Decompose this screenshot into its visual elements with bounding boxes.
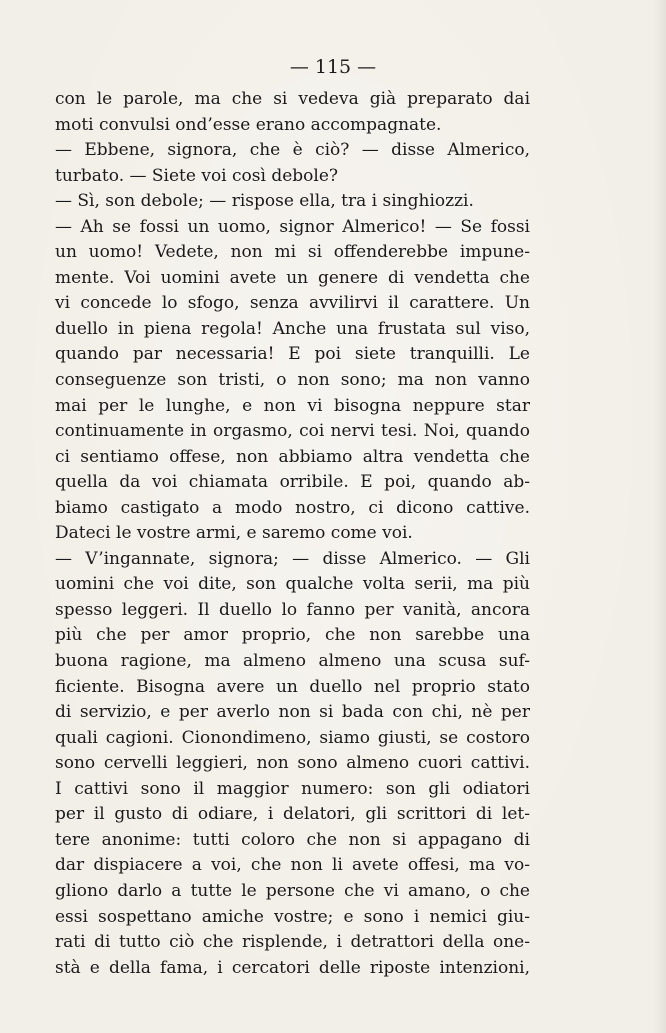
text-line: turbato. — Siete voi così debole? <box>55 165 339 186</box>
text-line: ficiente. Bisogna avere un duello nel proprio stato <box>55 676 530 697</box>
text-line: spesso leggeri. Il duello lo fanno per vanità, ancora <box>55 599 530 620</box>
text-line: mai per le lunghe, e non vi bisogna neppure star <box>55 395 530 416</box>
text-line: duello in piena regola! Anche una frustata sul viso, <box>55 318 530 339</box>
text-line: per il gusto di odiare, i delatori, gli scrittori di let- <box>55 804 530 825</box>
page-number: — 115 — <box>289 56 377 78</box>
text-line: mente. Voi uomini avete un genere di vendetta che <box>55 267 530 288</box>
text-line: con le parole, ma che si vedeva già preparato dai <box>55 89 530 109</box>
text-line: quella da voi chiamata orribile. E poi, quando ab- <box>55 472 530 493</box>
text-line: Dateci le vostre armi, e saremo come voi. <box>55 523 413 544</box>
text-line: — Ebbene, signora, che è ciò? — disse Almerico, <box>55 140 530 161</box>
text-line: ci sentiamo offese, non abbiamo altra vendetta che <box>55 446 530 467</box>
text-line: — Sì, son debole; — rispose ella, tra i singhiozzi. <box>55 191 474 212</box>
text-line: gliono darlo a tutte le persone che vi amano, o che <box>55 880 530 901</box>
text-line: quando par necessaria! E poi siete tranquilli. Le <box>55 344 530 365</box>
text-line: più che per amor proprio, che non sarebbe una <box>55 625 530 646</box>
text-line: conseguenze son tristi, o non sono; ma non vanno <box>55 370 530 391</box>
text-line: dar dispiacere a voi, che non li avete offesi, ma vo- <box>55 855 530 876</box>
text-line: un uomo! Vedete, non mi si offenderebbe impune- <box>55 242 530 263</box>
scan-edge-shadow <box>652 0 666 1033</box>
text-line: moti convulsi ond’esse erano accompagnate. <box>55 114 442 135</box>
text-line: tere anonime: tutti coloro che non si appagano di <box>55 829 530 850</box>
text-line: buona ragione, ma almeno almeno una scusa suf- <box>55 651 530 672</box>
text-line: biamo castigato a modo nostro, ci dicono cattive. <box>55 497 530 518</box>
text-line: rati di tutto ciò che risplende, i detrattori della one- <box>55 932 530 953</box>
text-line: vi concede lo sfogo, senza avvilirvi il carattere. Un <box>55 293 530 314</box>
text-line: stà e della fama, i cercatori delle riposte intenzioni, <box>55 957 530 978</box>
text-line: quali cagioni. Cionondimeno, siamo giusti, se costoro <box>55 727 530 748</box>
text-line: di servizio, e per averlo non si bada con chi, nè per <box>55 702 530 723</box>
text-line: uomini che voi dite, son qualche volta serii, ma più <box>55 574 530 595</box>
text-line: — V’ingannate, signora; — disse Almerico. — Gli <box>55 548 530 569</box>
text-line: essi sospettano amiche vostre; e sono i nemici giu- <box>55 906 530 927</box>
body-text <box>55 87 530 981</box>
text-line: I cattivi sono il maggior numero: son gli odiatori <box>55 778 530 799</box>
text-line: — Ah se fossi un uomo, signor Almerico! — Se fossi <box>55 216 530 237</box>
text-line: continuamente in orgasmo, coi nervi tesi. Noi, quando <box>55 421 530 442</box>
text-line: sono cervelli leggieri, non sono almeno cuori cattivi. <box>55 753 530 774</box>
